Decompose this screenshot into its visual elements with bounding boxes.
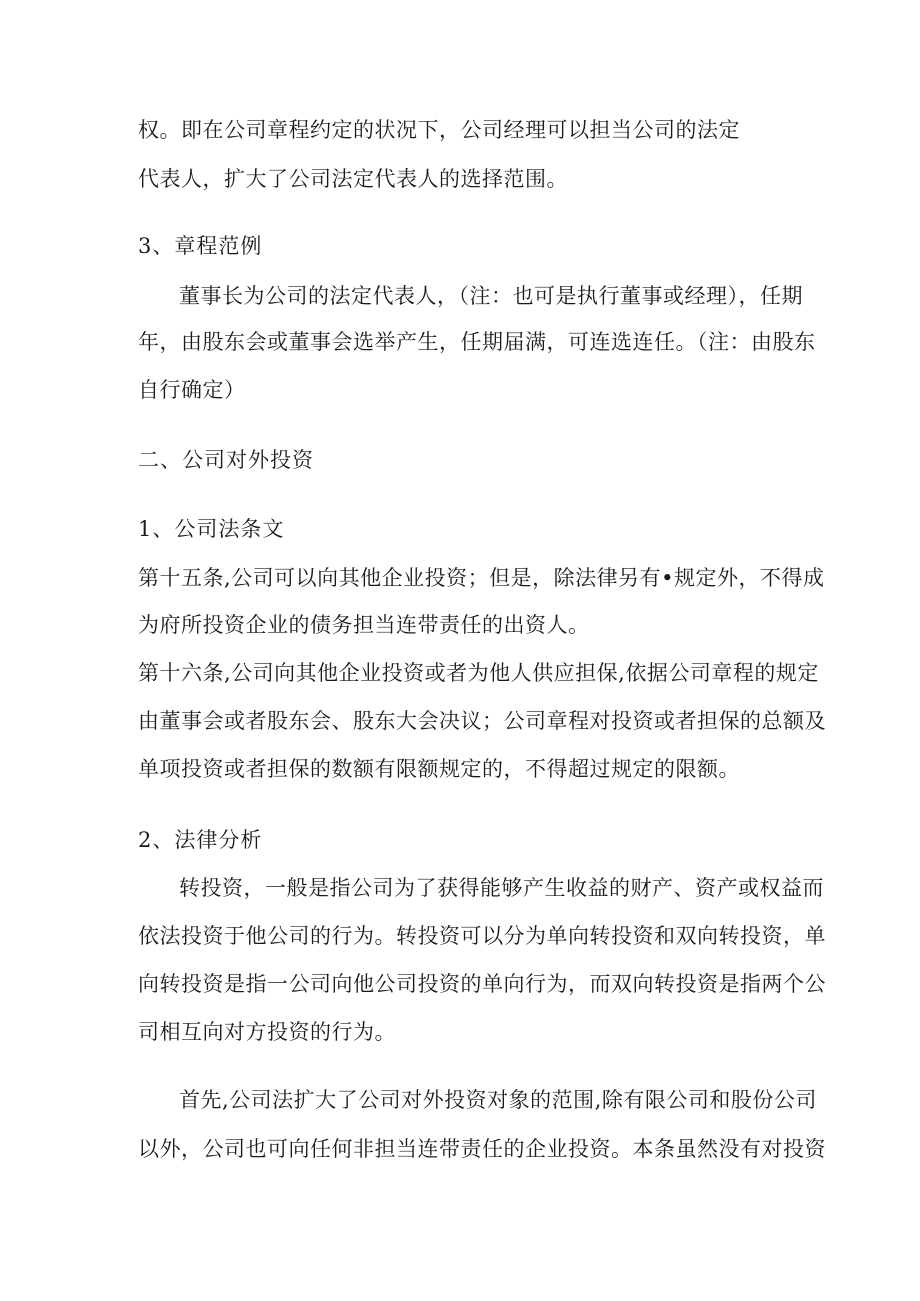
paragraph-analysis-line-4: 司相互向对方投资的行为。 bbox=[138, 1020, 396, 1044]
heading-legal-analysis: 2、法律分析 bbox=[138, 828, 263, 852]
article-15-line-2: 为府所投资企业的债务担当连带责任的出资人。 bbox=[138, 613, 590, 637]
paragraph-analysis-line-2: 依法投资于他公司的行为。转投资可以分为单向转投资和双向转投资，单 bbox=[138, 924, 826, 948]
paragraph-example-line-2: 年，由股东会或董事会选举产生，任期届满，可连选连任。（注：由股东 bbox=[138, 330, 816, 354]
paragraph-intro-line-1: 权。即在公司章程约定的状况下，公司经理可以担当公司的法定 bbox=[138, 118, 740, 142]
article-16-line-2: 由董事会或者股东会、股东大会决议；公司章程对投资或者担保的总额及 bbox=[138, 709, 826, 733]
paragraph-analysis-line-1: 转投资，一般是指公司为了获得能够产生收益的财产、资产或权益而 bbox=[179, 876, 824, 900]
paragraph-first-line-1: 首先,公司法扩大了公司对外投资对象的范围,除有限公司和股份公司 bbox=[179, 1088, 817, 1112]
heading-company-law-articles: 1、公司法条文 bbox=[138, 517, 285, 541]
paragraph-example-line-3: 自行确定） bbox=[138, 378, 246, 402]
article-15-line-1: 第十五条,公司可以向其他企业投资；但是，除法律另有•规定外，不得成 bbox=[138, 566, 825, 590]
paragraph-intro-line-2: 代表人，扩大了公司法定代表人的选择范围。 bbox=[138, 167, 568, 191]
paragraph-example-line-1: 董事长为公司的法定代表人，（注：也可是执行董事或经理），任期 bbox=[179, 284, 803, 308]
heading-charter-example: 3、章程范例 bbox=[138, 234, 263, 258]
paragraph-first-line-2: 以外，公司也可向任何非担当连带责任的企业投资。本条虽然没有对投资 bbox=[138, 1137, 826, 1161]
article-16-line-3: 单项投资或者担保的数额有限额规定的，不得超过规定的限额。 bbox=[138, 757, 740, 781]
paragraph-analysis-line-3: 向转投资是指一公司向他公司投资的单向行为，而双向转投资是指两个公 bbox=[138, 972, 826, 996]
article-16-line-1: 第十六条,公司向其他企业投资或者为他人供应担保,依据公司章程的规定 bbox=[138, 661, 819, 685]
section-heading-external-investment: 二、公司对外投资 bbox=[138, 448, 314, 472]
